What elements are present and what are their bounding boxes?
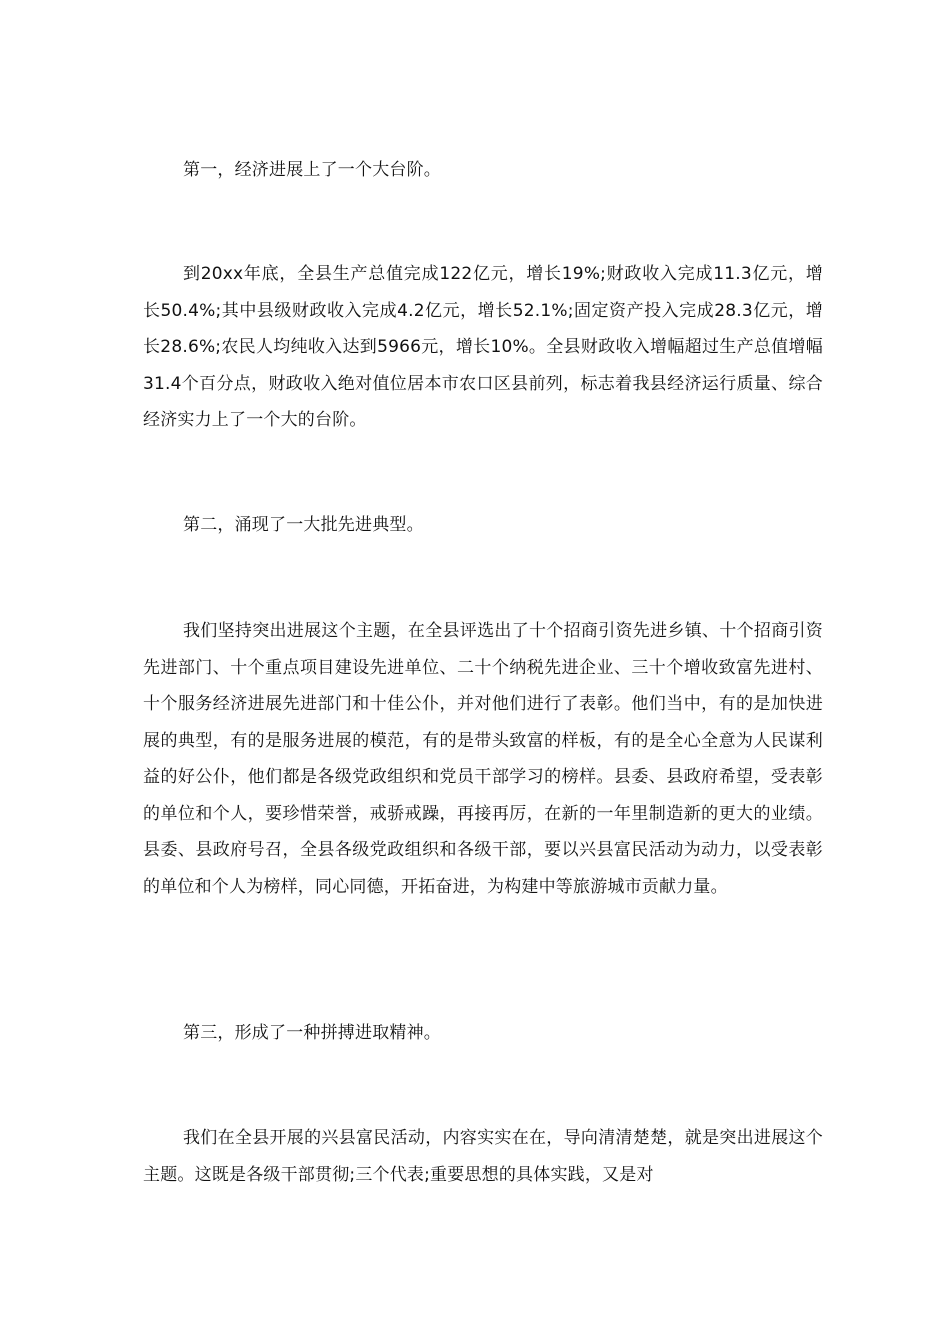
section-heading-spirit: 第三，形成了一种拼搏进取精神。 bbox=[183, 1023, 441, 1043]
paragraph-advanced-models: 我们坚持突出进展这个主题，在全县评选出了十个招商引资先进乡镇、十个招商引资先进部门、十个重点项目建设先进单位、二十个纳税先进企业、三十个增收致富先进村、十个服务经济进展先进部门和十佳公仆，并对他们进行了表彰。他们当中，有的是加快进展的典型，有的是服务进展的模范，有的是带头致富的样板，有的是全心全意为人民谋利益的好公仆，他们都是各级党政组织和党员干部学习的榜样。县委、县政府希望，受表彰的单位和个人，要珍惜荣誉，戒骄戒躁，再接再厉，在新的一年里制造新的更大的业绩。县委、县政府号召，全县各级党政组织和各级干部，要以兴县富民活动为动力，以受表彰的单位和个人为榜样，同心同德，开拓奋进，为构建中等旅游城市贡献力量。 bbox=[143, 621, 823, 897]
paragraph-economy-statistics: 到20xx年底，全县生产总值完成122亿元，增长19%;财政收入完成11.3亿元，增长50.4%;其中县级财政收入完成4.2亿元，增长52.1%;固定资产投入完成28.3亿元，增长28.6%;农民人均纯收入达到5966元，增长10%。全县财政收入增幅超过生产总值增幅31.4个百分点，财政收入绝对值位居本市农口区县前列，标志着我县经济运行质量、综合经济实力上了一个大的台阶。 bbox=[143, 264, 823, 430]
section-heading-economy: 第一，经济进展上了一个大台阶。 bbox=[183, 160, 441, 180]
section-heading-advanced-models: 第二，涌现了一大批先进典型。 bbox=[183, 515, 424, 535]
paragraph-spirit: 我们在全县开展的兴县富民活动，内容实实在在，导向清清楚楚，就是突出进展这个主题。这既是各级干部贯彻;三个代表;重要思想的具体实践，又是对 bbox=[143, 1128, 823, 1185]
